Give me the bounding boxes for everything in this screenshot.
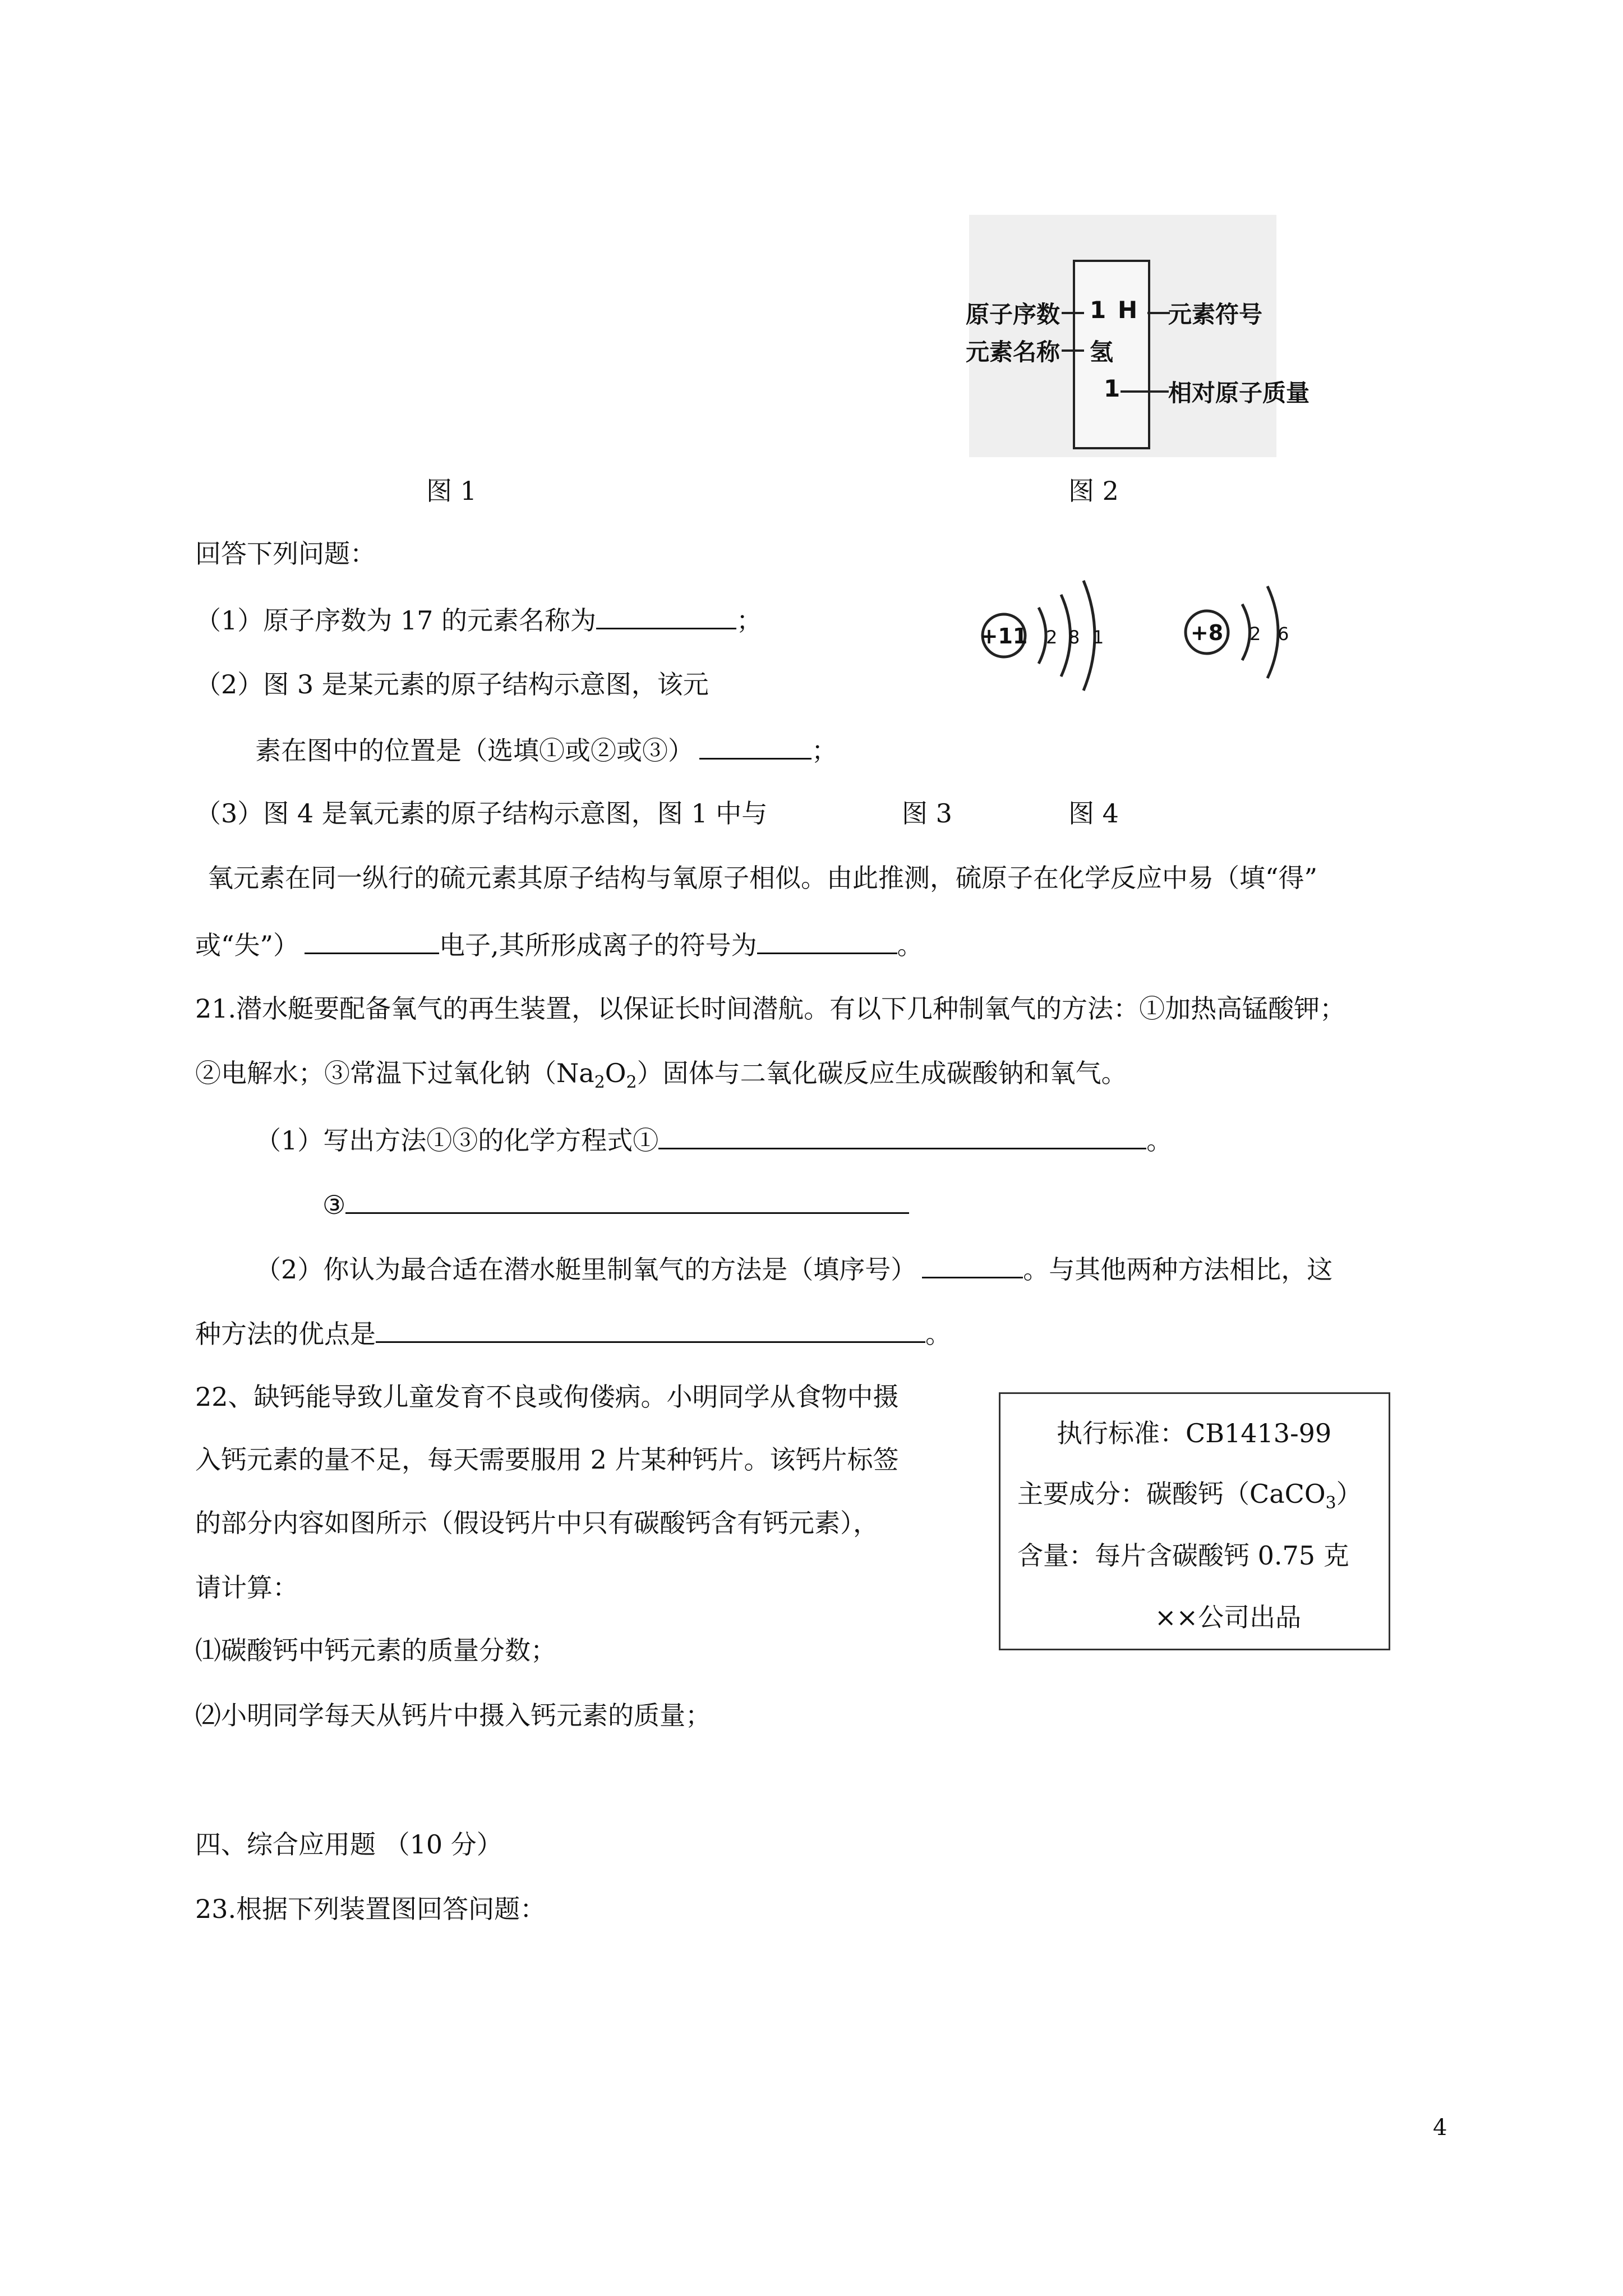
q20-part1-text: （1）原子序数为 17 的元素名称为 (195, 605, 597, 636)
caption-figure-4: 图 4 (1068, 798, 1119, 829)
cell-name: 氢 (1090, 338, 1114, 366)
q21-line2-a: ②电解水；③常温下过氧化钠（Na (195, 1058, 594, 1088)
q20-part1 (195, 602, 762, 637)
q23-prompt: 23.根据下列装置图回答问题： (195, 1894, 546, 1924)
caption-figure-3: 图 3 (902, 798, 952, 829)
q20-part3-c-text2: 电子,其所形成离子的符号为 (439, 930, 757, 960)
figure-2-element-cell (966, 215, 1310, 457)
figure-3-atom-diagram (965, 564, 1133, 704)
pointer-line (1062, 349, 1084, 352)
q21-line2-b: O (605, 1058, 626, 1088)
label-standard: 执行标准：CB1413-99 (1057, 1418, 1332, 1448)
q20-part3-c (195, 927, 923, 962)
cell-mass: 1 (1104, 375, 1121, 402)
q22-line4: 请计算： (195, 1572, 298, 1603)
pointer-line (1121, 390, 1169, 393)
answer-blank[interactable] (596, 602, 736, 629)
answer-blank[interactable] (699, 732, 811, 760)
q22-line3: 的部分内容如图所示（假设钙片中只有碳酸钙含有钙元素）， (195, 1508, 879, 1538)
q21-part2-b-text: 种方法的优点是 (195, 1319, 376, 1349)
q20-part2-a: （2）图 3 是某元素的原子结构示意图，该元 (195, 669, 709, 700)
section-4-title: 四、综合应用题 （10 分） (195, 1829, 502, 1860)
pointer-line (1147, 312, 1170, 314)
label-ingredient (1017, 1477, 1362, 1520)
q21-part1-b (322, 1186, 909, 1222)
calcium-tablet-label (999, 1392, 1390, 1650)
label-atomic-number: 原子序数 (966, 301, 1061, 328)
label-maker: ××公司出品 (1155, 1602, 1302, 1632)
label-element-symbol: 元素符号 (1168, 301, 1263, 328)
q20-part3-c-text: 或“失”） (195, 930, 299, 960)
answer-blank[interactable] (757, 927, 897, 954)
q20-part2-b (255, 732, 837, 767)
q20-part2-b-text: 素在图中的位置是（选填①或②或③） (255, 735, 694, 766)
q22-line1: 22、缺钙能导致儿童发育不良或佝偻病。小明同学从食物中摄 (195, 1382, 899, 1412)
q21-part2 (255, 1251, 1332, 1286)
q20-part2-b-end: ； (811, 735, 837, 766)
page-number: 4 (1433, 2115, 1447, 2141)
q20-intro: 回答下列问题： (195, 539, 376, 569)
q21-line2-sub1: 2 (594, 1073, 605, 1093)
label-content: 含量：每片含碳酸钙 0.75 克 (1017, 1540, 1349, 1571)
shell-electrons: 6 (1278, 623, 1289, 645)
q21-line2-sub2: 2 (626, 1073, 637, 1093)
nucleus-charge: +8 (1190, 620, 1224, 645)
q20-part3-c-end: 。 (897, 930, 923, 960)
figure-4-atom-diagram (1166, 564, 1312, 704)
label-element-name: 元素名称 (966, 338, 1061, 366)
cell-number: 1 (1090, 296, 1106, 324)
answer-blank[interactable] (345, 1186, 909, 1214)
q21-part1-b-text: ③ (322, 1190, 346, 1220)
answer-blank[interactable] (658, 1122, 1146, 1149)
q21-part2-end: 。与其他两种方法相比，这 (1023, 1254, 1333, 1285)
shell-electrons: 1 (1092, 627, 1104, 648)
shell-electrons: 2 (1249, 623, 1261, 645)
nucleus-charge: +11 (980, 624, 1028, 648)
caption-figure-2: 图 2 (1068, 476, 1119, 506)
pointer-line (1062, 312, 1084, 314)
q22-sub1: ⑴碳酸钙中钙元素的质量分数； (195, 1635, 556, 1665)
answer-blank[interactable] (376, 1315, 925, 1343)
q21-part1 (255, 1122, 1172, 1157)
label-ingredient-a: 主要成分：碳酸钙（CaCO (1017, 1479, 1326, 1509)
q21-part2-text: （2）你认为最合适在潜水艇里制氧气的方法是（填序号） (255, 1254, 917, 1285)
q21-part2-b (195, 1315, 951, 1351)
q20-part3-b: 氧元素在同一纵行的硫元素其原子结构与氧原子相似。由此推测，硫原子在化学反应中易（填“得” (208, 863, 1318, 893)
q21-part1-end: 。 (1146, 1125, 1173, 1156)
q20-part3-a: （3）图 4 是氧元素的原子结构示意图，图 1 中与 (195, 798, 768, 829)
q21-line2 (195, 1056, 1127, 1099)
q21-line2-c: ）固体与二氧化碳反应生成碳酸钠和氧气。 (637, 1058, 1127, 1088)
answer-blank[interactable] (305, 927, 439, 954)
label-relative-atomic-mass: 相对原子质量 (1168, 379, 1310, 407)
q21-part1-text: （1）写出方法①③的化学方程式① (255, 1125, 659, 1156)
shell-electrons: 8 (1068, 627, 1080, 648)
cell-symbol: H (1118, 296, 1138, 324)
q22-sub2: ⑵小明同学每天从钙片中摄入钙元素的质量； (195, 1700, 711, 1731)
label-ingredient-b: ） (1336, 1479, 1362, 1509)
caption-figure-1: 图 1 (426, 476, 477, 506)
label-ingredient-sub: 3 (1325, 1493, 1336, 1513)
q21-line1: 21.潜水艇要配备氧气的再生装置，以保证长时间潜航。有以下几种制氧气的方法：①加热高锰酸钾； (195, 993, 1346, 1024)
q22-line2: 入钙元素的量不足，每天需要服用 2 片某种钙片。该钙片标签 (195, 1444, 899, 1475)
answer-blank[interactable] (922, 1251, 1023, 1278)
q20-part1-end: ； (736, 605, 763, 636)
shell-electrons: 2 (1046, 627, 1058, 648)
q21-part2-b-end: 。 (925, 1319, 951, 1349)
